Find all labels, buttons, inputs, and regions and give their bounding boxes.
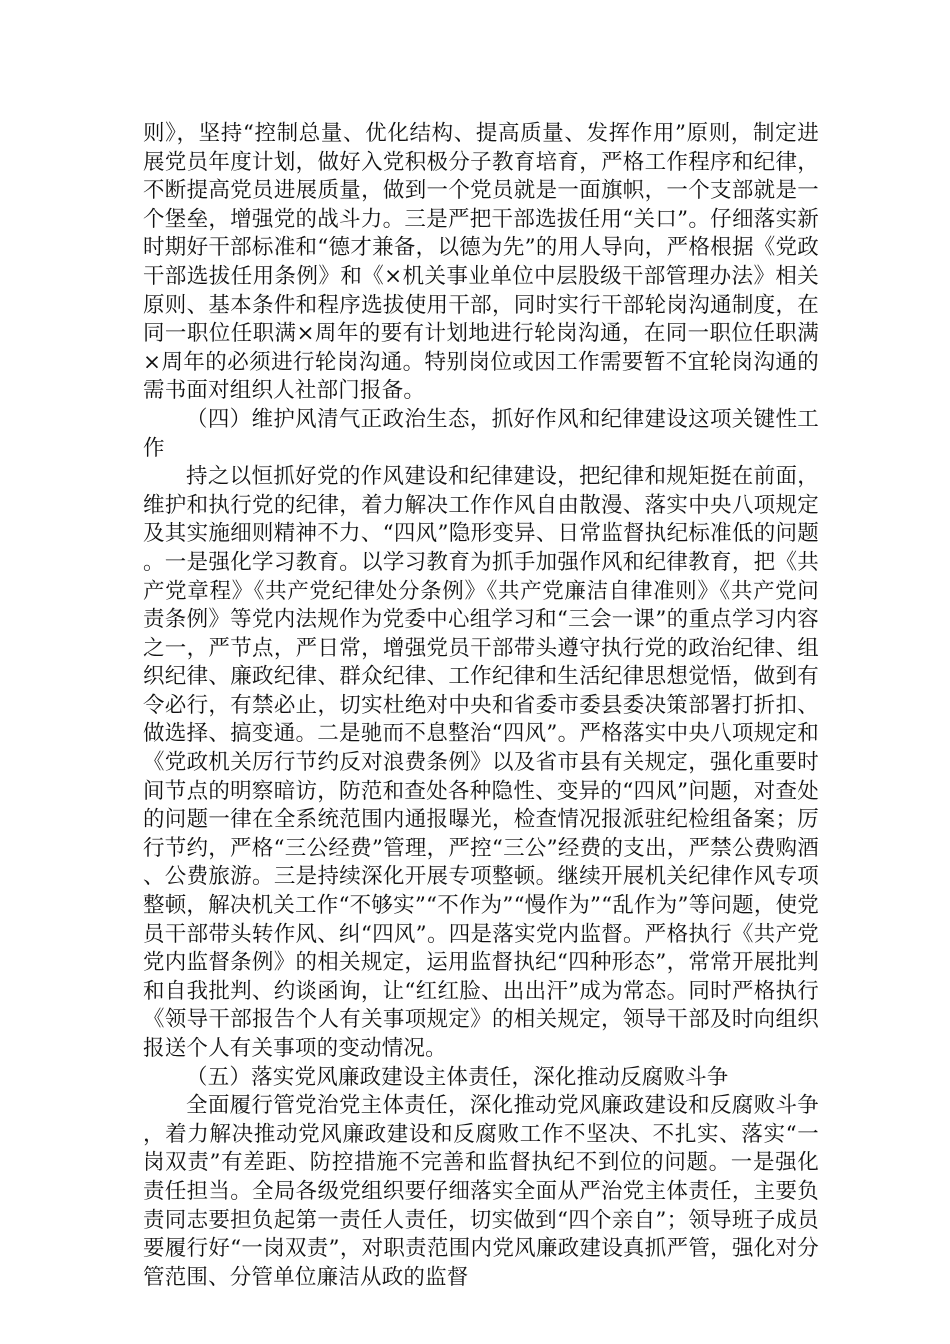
body-paragraph-section-5: 全面履行管党治党主体责任，深化推动党风廉政建设和反腐败斗争，着力解决推动党风廉政建设和反腐败工作不坚决、不扎实、落实“一岗双责”有差距、防控措施不完善和监督执纪不到位的问题。一是强化责任担当。全局各级党组织要仔细落实全面从严治党主体责任，主要负责同志要担负起第一责任人责任，切实做到“四个亲自”；领导班子成员要履行好“一岗双责”，对职责范围内党风廉政建设真抓严管，强化对分管范围、分管单位廉洁从政的监督 — [143, 1093, 819, 1290]
body-paragraph-section-4: 持之以恒抓好党的作风建设和纪律建设，把纪律和规矩挺在前面，维护和执行党的纪律，着力解决工作作风自由散漫、落实中央八项规定及其实施细则精神不力、“四风”隐形变异、日常监督执纪标准低的问题。一是强化学习教育。以学习教育为抓手加强作风和纪律教育，把《共产党章程》《共产党纪律处分条例》《共产党廉洁自律准则》《共产党问责条例》等党内法规作为党委中心组学习和“三会一课”的重点学习内容之一，严节点，严日常，增强党员干部带头遵守执行党的政治纪律、组织纪律、廉政纪律、群众纪律、工作纪律和生活纪律思想觉悟，做到有令必行，有禁必止，切实杜绝对中央和省委市委县委决策部署打折扣、做选择、搞变通。二是驰而不息整治“四风”。严格落实中央八项规定和《党政机关厉行节约反对浪费条例》以及省市县有关规定，强化重要时间节点的明察暗访，防范和查处各种隐性、变异的“四风”问题，对查处的问题一律在全系统范围内通报曝光，检查情况报派驻纪检组备案；厉行节约，严格“三公经费”管理，严控“三公”经费的支出，严禁公费购酒、公费旅游。三是持续深化开展专项整顿。继续开展机关纪律作风专项整顿，解决机关工作“不够实”“不作为”“慢作为”“乱作为”等问题，使党员干部带头转作风、纠“四风”。四是落实党内监督。严格执行《共产党党内监督条例》的相关规定，运用监督执纪“四种形态”，常常开展批判和自我批判、约谈函询，让“红红脸、出出汗”成为常态。同时严格执行《领导干部报告个人有关事项规定》的相关规定，领导干部及时向组织报送个人有关事项的变动情况。 — [143, 464, 819, 1061]
section-heading-4: （四）维护风清气正政治生态，抓好作风和纪律建设这项关键性工作 — [143, 406, 819, 461]
section-heading-5: （五）落实党风廉政建设主体责任，深化推动反腐败斗争 — [186, 1064, 729, 1090]
body-paragraph-continued: 则》，坚持“控制总量、优化结构、提高质量、发挥作用”原则，制定进展党员年度计划，做好入党积极分子教育培育，严格工作程序和纪律，不断提高党员进展质量，做到一个党员就是一面旗帜，一个支部就是一个堡垒，增强党的战斗力。三是严把干部选拔任用“关口”。仔细落实新时期好干部标准和“德才兼备，以德为先”的用人导向，严格根据《党政干部选拔任用条例》和《×机关事业单位中层股级干部管理办法》相关原则、基本条件和程序选拔使用干部，同时实行干部轮岗沟通制度，在同一职位任职满×周年的要有计划地进行轮岗沟通，在同一职位任职满×周年的必须进行轮岗沟通。特别岗位或因工作需要暂不宜轮岗沟通的需书面对组织人社部门报备。 — [143, 121, 819, 404]
document-page — [143, 120, 819, 1292]
